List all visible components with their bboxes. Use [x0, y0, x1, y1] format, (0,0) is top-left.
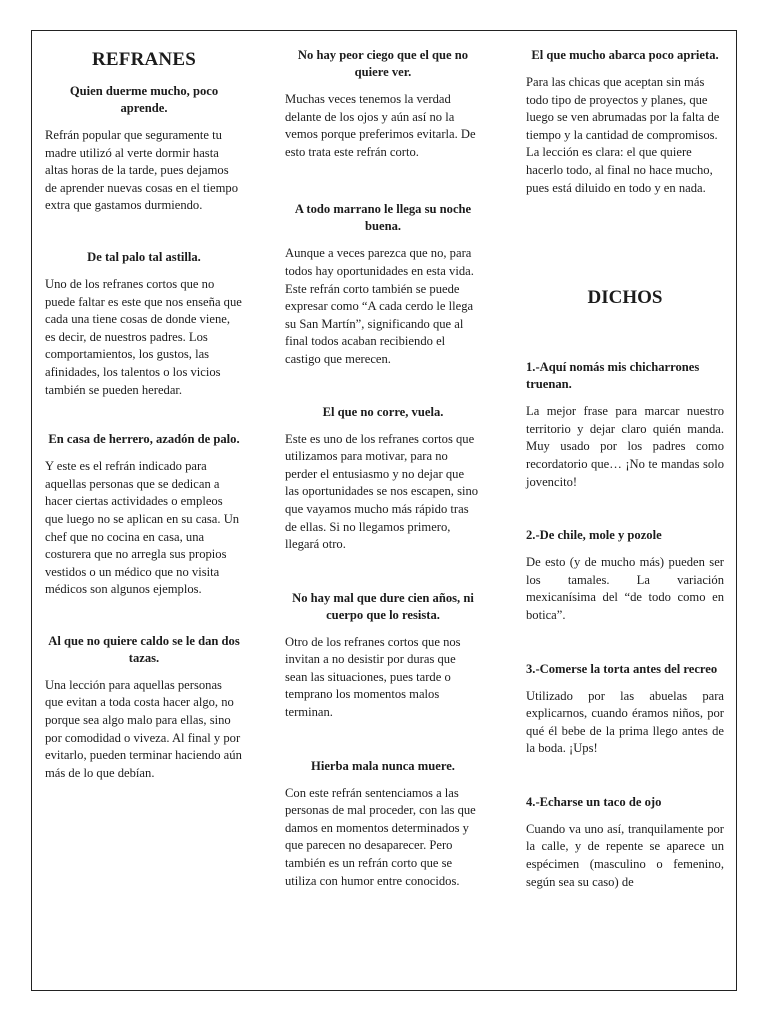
dicho-title: 3.-Comerse la torta antes del recreo [526, 661, 718, 676]
dicho-entry [526, 661, 724, 758]
refran-entry [45, 83, 243, 215]
refran-body: Aunque a veces parezca que no, para todos hay oportunidades en esta vida. Este refrán corto también se puede expresar como “A cada cerdo le llega su San Martín”, significando que al final todos acaban recibiendo el castigo que merecen. [285, 246, 474, 366]
refran-body: Este es uno de los refranes cortos que utilizamos para motivar, para no perder el entusiasmo y no dejar que las oportunidades se nos escapen, sino que vayamos mucho más rápido tras de ellas. Si no llegamos primero, llegará otro. [285, 431, 479, 552]
dicho-body: Cuando va uno así, tranquilamente por la calle, y de repente se aparece un espécimen (masculino o femenino, según sea su caso) de [526, 821, 724, 889]
column-2 [285, 47, 481, 890]
dichos-title: DICHOS [587, 287, 663, 309]
refranes-title: REFRANES [91, 49, 196, 70]
refran-title: El que no corre, vuela. [322, 404, 444, 419]
refran-body: Muchas veces tenemos la verdad delante de los ojos y aún así no la vemos porque preferimos evitarla. De esto trata este refrán corto. [285, 92, 476, 159]
refran-body: Otro de los refranes cortos que nos invitan a no desistir por duras que sean las situaciones, pues tarde o temprano los momentos malos terminan. [285, 634, 461, 720]
refran-body: Para las chicas que aceptan sin más todo tipo de proyectos y planes, que luego se ven abrumadas por la falta de tiempo y la cantidad de compromisos. La lección es clara: el que quiere hacerlo todo, al final no hace mucho, pues está diluido en todo y en nada. [526, 75, 720, 195]
refran-body: Con este refrán sentenciamos a las personas de mal proceder, con las que damos en momentos determinados y que parecen no desaparecer. Pero también es un refrán corto que se utiliza con humor entre conocidos. [285, 785, 476, 888]
refran-entry [45, 249, 243, 399]
refran-body: Y este es el refrán indicado para aquellas personas que se dedican a hacer ciertas actividades o empleos que luego no se aplican en su casa. Un chef que no cocina en casa, una costurera que no arregla sus propios vestidos o un médico que no visita médicos son algunos ejemplos. [45, 459, 240, 597]
dicho-body: Utilizado por las abuelas para explicarnos, cuando éramos niños, por qué él bebe de la prima llego antes de la boda. ¡Ups! [526, 688, 724, 756]
refran-body: Una lección para aquellas personas que evitan a toda costa hacer algo, no porque sea algo malo para ellas, sino por comodidad o viveza. Al final y por evitarlo, pueden terminar haciendo aún más de lo que debían. [45, 677, 242, 780]
dicho-body: La mejor frase para marcar nuestro territorio y dejar claro quién manda. Muy usado por los padres como recordatorio que… ¡No te mandas solo jovencito! [526, 404, 724, 489]
refran-entry [285, 201, 481, 368]
leaflet-frame [31, 30, 737, 991]
dicho-entry [526, 794, 724, 891]
dicho-title: 2.-De chile, mole y pozole [526, 528, 662, 543]
dicho-title: 4.-Echarse un taco de ojo [526, 794, 662, 809]
refran-title: De tal palo tal astilla. [87, 249, 201, 264]
dicho-entry [526, 527, 724, 624]
refran-title: Quien duerme mucho, poco aprende. [69, 84, 219, 115]
refran-entry [285, 404, 481, 554]
refran-entry [45, 633, 243, 783]
refran-title: Al que no quiere caldo se le dan dos tazas. [48, 633, 240, 665]
dicho-body: De esto (y de mucho más) pueden ser los tamales. La variación mexicanísima del “de todo como en botica”. [526, 555, 724, 622]
refran-title: No hay peor ciego que el que no quiere ver. [297, 48, 469, 79]
column-3 [526, 47, 724, 891]
refran-entry [285, 758, 481, 891]
refran-title: Hierba mala nunca muere. [311, 758, 455, 773]
refran-title: A todo marrano le llega su noche buena. [294, 202, 472, 234]
refran-title: En casa de herrero, azadón de palo. [48, 432, 240, 447]
refran-entry [45, 431, 243, 599]
refran-entry [285, 590, 481, 722]
refran-title: No hay mal que dure cien años, ni cuerpo que lo resista. [292, 590, 474, 622]
refran-title: El que mucho abarca poco aprieta. [531, 48, 719, 62]
dicho-entry [526, 359, 724, 491]
dicho-title: 1.-Aquí nomás mis chicharrones truenan. [526, 360, 700, 392]
column-1 [45, 47, 243, 782]
refran-entry [526, 47, 724, 197]
refran-body: Refrán popular que seguramente tu madre utilizó al verte dormir hasta altas horas de la tarde, pues dejamos de aprender nuevas cosas en el tiempo extra que gastamos durmiendo. [45, 128, 239, 213]
refran-body: Uno de los refranes cortos que no puede faltar es este que nos enseña que cada una tiene cosas de donde viene, es decir, de nuestros padres. Los comportamientos, los gustos, las afinidades, los talentos o los vicios también se pueden heredar. [45, 276, 242, 397]
refran-entry [285, 47, 481, 161]
